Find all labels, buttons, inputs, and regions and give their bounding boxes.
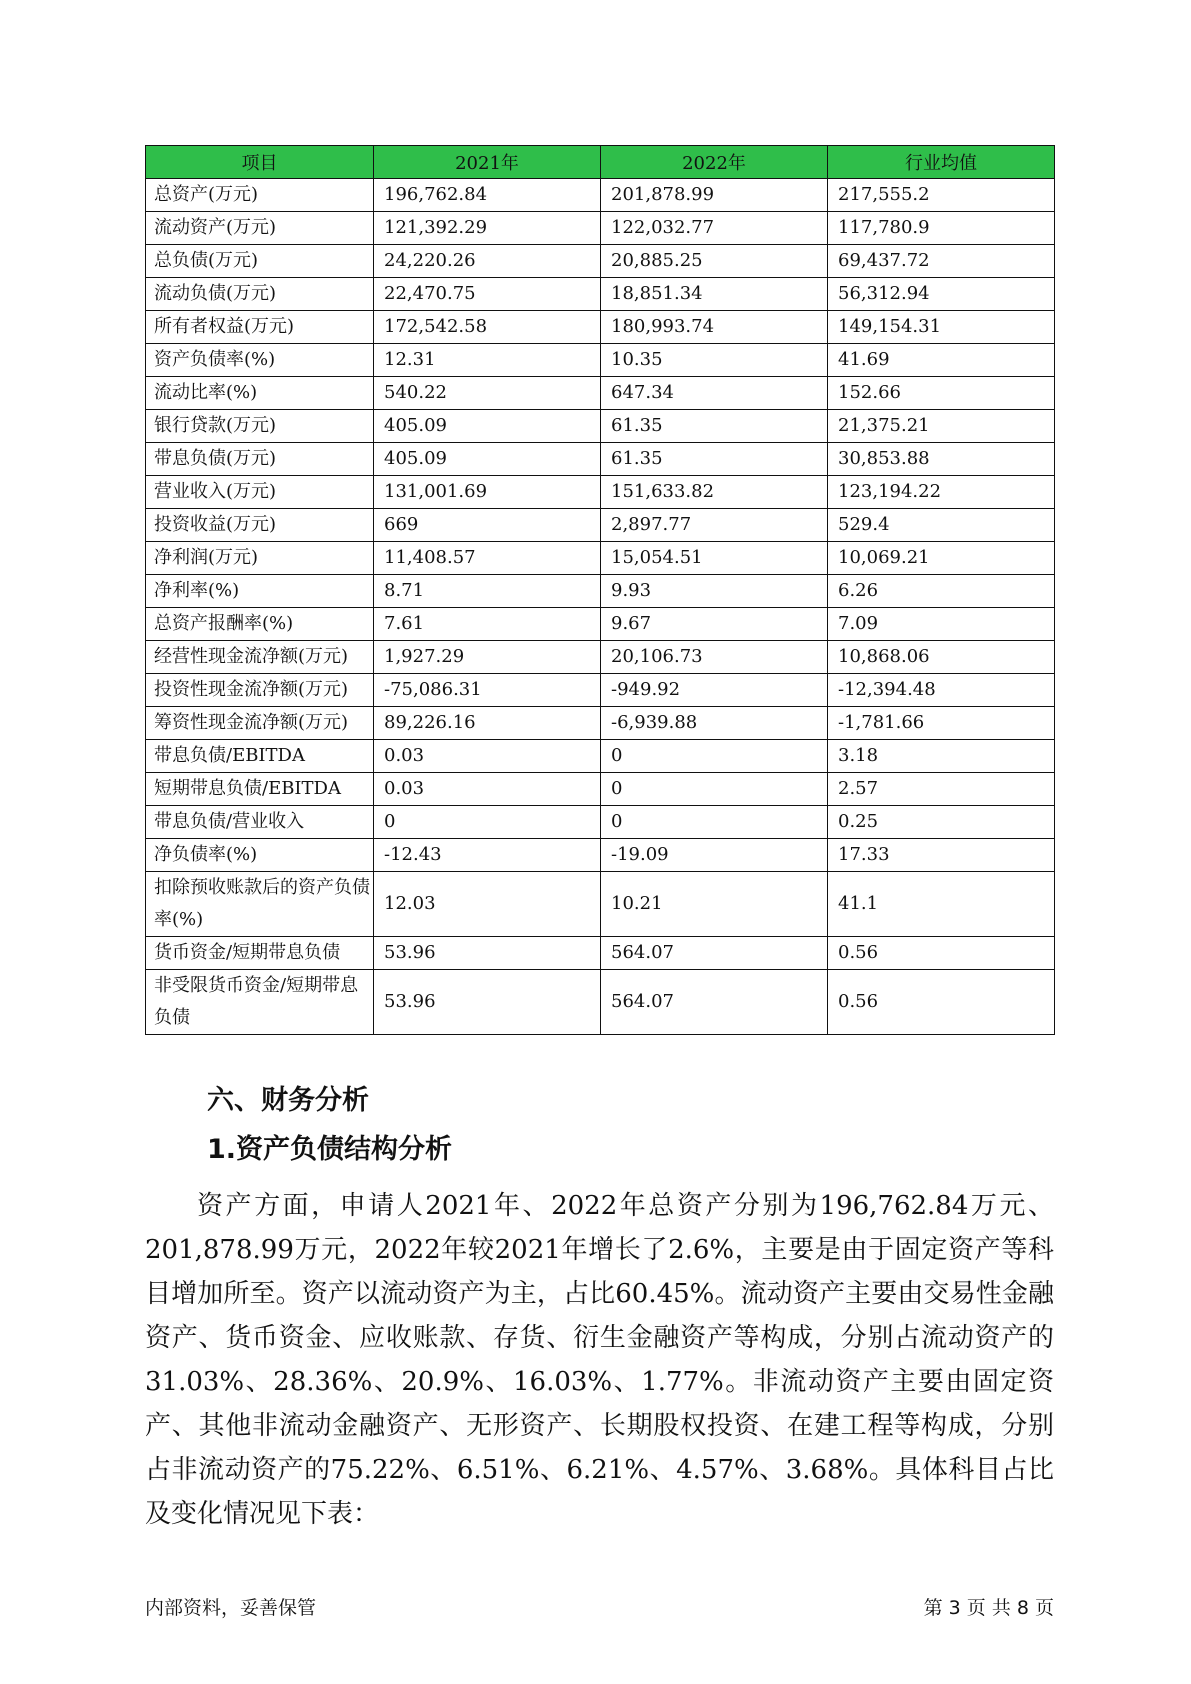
cell-value: 201,878.99: [601, 179, 828, 212]
cell-value: 647.34: [601, 377, 828, 410]
cell-value: 0.03: [374, 740, 601, 773]
table-row: [146, 476, 1055, 509]
cell-value: 8.71: [374, 575, 601, 608]
cell-value: -6,939.88: [601, 707, 828, 740]
cell-value: 0.25: [828, 806, 1055, 839]
row-label: 总资产(万元): [146, 179, 374, 212]
cell-value: -949.92: [601, 674, 828, 707]
cell-value: 0: [601, 773, 828, 806]
section-heading-asset-liability: 1.资产负债结构分析: [207, 1134, 453, 1165]
cell-value: 180,993.74: [601, 311, 828, 344]
row-label: 流动资产(万元): [146, 212, 374, 245]
cell-value: 529.4: [828, 509, 1055, 542]
cell-value: 123,194.22: [828, 476, 1055, 509]
cell-value: 0.03: [374, 773, 601, 806]
row-label: 筹资性现金流净额(万元): [146, 707, 374, 740]
cell-value: 10,069.21: [828, 542, 1055, 575]
row-label: 总资产报酬率(%): [146, 608, 374, 641]
row-label: 资产负债率(%): [146, 344, 374, 377]
cell-value: 0.56: [828, 937, 1055, 970]
cell-value: 0: [374, 806, 601, 839]
cell-value: 3.18: [828, 740, 1055, 773]
table-row: [146, 740, 1055, 773]
cell-value: 11,408.57: [374, 542, 601, 575]
row-label: 净负债率(%): [146, 839, 374, 872]
cell-value: 24,220.26: [374, 245, 601, 278]
table-row: [146, 872, 1055, 937]
footer-confidential-note: 内部资料，妥善保管: [145, 1597, 317, 1619]
cell-value: 1,927.29: [374, 641, 601, 674]
cell-value: 121,392.29: [374, 212, 601, 245]
table-row: [146, 377, 1055, 410]
table-row: [146, 839, 1055, 872]
cell-value: 117,780.9: [828, 212, 1055, 245]
cell-value: 7.09: [828, 608, 1055, 641]
cell-value: 12.31: [374, 344, 601, 377]
table-row: [146, 970, 1055, 1035]
row-label: 银行贷款(万元): [146, 410, 374, 443]
cell-value: 53.96: [374, 937, 601, 970]
cell-value: 12.03: [374, 872, 601, 937]
cell-value: 540.22: [374, 377, 601, 410]
table-row: [146, 937, 1055, 970]
header-industry-avg: 行业均值: [828, 146, 1055, 179]
cell-value: 2.57: [828, 773, 1055, 806]
cell-value: 56,312.94: [828, 278, 1055, 311]
header-2022: 2022年: [601, 146, 828, 179]
row-label: 营业收入(万元): [146, 476, 374, 509]
cell-value: 0: [601, 806, 828, 839]
table-row: [146, 509, 1055, 542]
cell-value: 6.26: [828, 575, 1055, 608]
cell-value: -12.43: [374, 839, 601, 872]
cell-value: 405.09: [374, 410, 601, 443]
cell-value: 18,851.34: [601, 278, 828, 311]
cell-value: 669: [374, 509, 601, 542]
cell-value: 30,853.88: [828, 443, 1055, 476]
table-row: [146, 179, 1055, 212]
cell-value: 53.96: [374, 970, 601, 1035]
cell-value: 69,437.72: [828, 245, 1055, 278]
table-row: [146, 608, 1055, 641]
row-label: 净利率(%): [146, 575, 374, 608]
table-row: [146, 542, 1055, 575]
cell-value: -75,086.31: [374, 674, 601, 707]
analysis-paragraph: 资产方面，申请人2021年、2022年总资产分别为196,762.84万元、201,878.99万元，2022年较2021年增长了2.6%，主要是由于固定资产等科目增加所至。资产以流动资产为主，占比60.45%。流动资产主要由交易性金融资产、货币资金、应收账款、存货、衍生金融资产等构成，分别占流动资产的31.03%、28.36%、20.9%、16.03%、1.77%。非流动资产主要由固定资产、其他非流动金融资产、无形资产、长期股权投资、在建工程等构成，分别占非流动资产的75.22%、6.51%、6.21%、4.57%、3.68%。具体科目占比及变化情况见下表：: [145, 1191, 1054, 1529]
table-row: [146, 410, 1055, 443]
cell-value: 61.35: [601, 443, 828, 476]
cell-value: 41.1: [828, 872, 1055, 937]
cell-value: -12,394.48: [828, 674, 1055, 707]
cell-value: 7.61: [374, 608, 601, 641]
cell-value: 217,555.2: [828, 179, 1055, 212]
table-row: [146, 707, 1055, 740]
table-row: [146, 773, 1055, 806]
cell-value: 2,897.77: [601, 509, 828, 542]
cell-value: 10.35: [601, 344, 828, 377]
cell-value: 10.21: [601, 872, 828, 937]
row-label: 非受限货币资金/短期带息负债: [146, 970, 374, 1035]
cell-value: 405.09: [374, 443, 601, 476]
cell-value: 564.07: [601, 937, 828, 970]
cell-value: 9.93: [601, 575, 828, 608]
table-row: [146, 641, 1055, 674]
row-label: 经营性现金流净额(万元): [146, 641, 374, 674]
cell-value: 61.35: [601, 410, 828, 443]
cell-value: 196,762.84: [374, 179, 601, 212]
cell-value: 17.33: [828, 839, 1055, 872]
cell-value: 0: [601, 740, 828, 773]
row-label: 带息负债(万元): [146, 443, 374, 476]
cell-value: 9.67: [601, 608, 828, 641]
cell-value: 41.69: [828, 344, 1055, 377]
table-row: [146, 674, 1055, 707]
row-label: 货币资金/短期带息负债: [146, 937, 374, 970]
cell-value: 0.56: [828, 970, 1055, 1035]
cell-value: -19.09: [601, 839, 828, 872]
row-label: 流动比率(%): [146, 377, 374, 410]
row-label: 流动负债(万元): [146, 278, 374, 311]
row-label: 投资收益(万元): [146, 509, 374, 542]
cell-value: 89,226.16: [374, 707, 601, 740]
cell-value: 149,154.31: [828, 311, 1055, 344]
cell-value: 131,001.69: [374, 476, 601, 509]
cell-value: 20,106.73: [601, 641, 828, 674]
cell-value: 15,054.51: [601, 542, 828, 575]
row-label: 带息负债/营业收入: [146, 806, 374, 839]
table-row: [146, 443, 1055, 476]
row-label: 总负债(万元): [146, 245, 374, 278]
row-label: 扣除预收账款后的资产负债率(%): [146, 872, 374, 937]
row-label: 投资性现金流净额(万元): [146, 674, 374, 707]
table-header-row: [146, 146, 1055, 179]
table-row: [146, 212, 1055, 245]
cell-value: 22,470.75: [374, 278, 601, 311]
cell-value: 20,885.25: [601, 245, 828, 278]
footer-page-number: 第 3 页 共 8 页: [923, 1597, 1054, 1619]
table-row: [146, 806, 1055, 839]
row-label: 带息负债/EBITDA: [146, 740, 374, 773]
table-row: [146, 575, 1055, 608]
financial-table: [145, 145, 1055, 1035]
cell-value: 151,633.82: [601, 476, 828, 509]
cell-value: -1,781.66: [828, 707, 1055, 740]
cell-value: 21,375.21: [828, 410, 1055, 443]
cell-value: 122,032.77: [601, 212, 828, 245]
header-2021: 2021年: [374, 146, 601, 179]
table-row: [146, 245, 1055, 278]
table-row: [146, 344, 1055, 377]
table-row: [146, 278, 1055, 311]
row-label: 所有者权益(万元): [146, 311, 374, 344]
cell-value: 564.07: [601, 970, 828, 1035]
section-heading-financial-analysis: 六、财务分析: [207, 1085, 369, 1116]
cell-value: 10,868.06: [828, 641, 1055, 674]
cell-value: 152.66: [828, 377, 1055, 410]
table-row: [146, 311, 1055, 344]
cell-value: 172,542.58: [374, 311, 601, 344]
row-label: 短期带息负债/EBITDA: [146, 773, 374, 806]
header-item: 项目: [146, 146, 374, 179]
row-label: 净利润(万元): [146, 542, 374, 575]
table-body: [146, 179, 1055, 1035]
